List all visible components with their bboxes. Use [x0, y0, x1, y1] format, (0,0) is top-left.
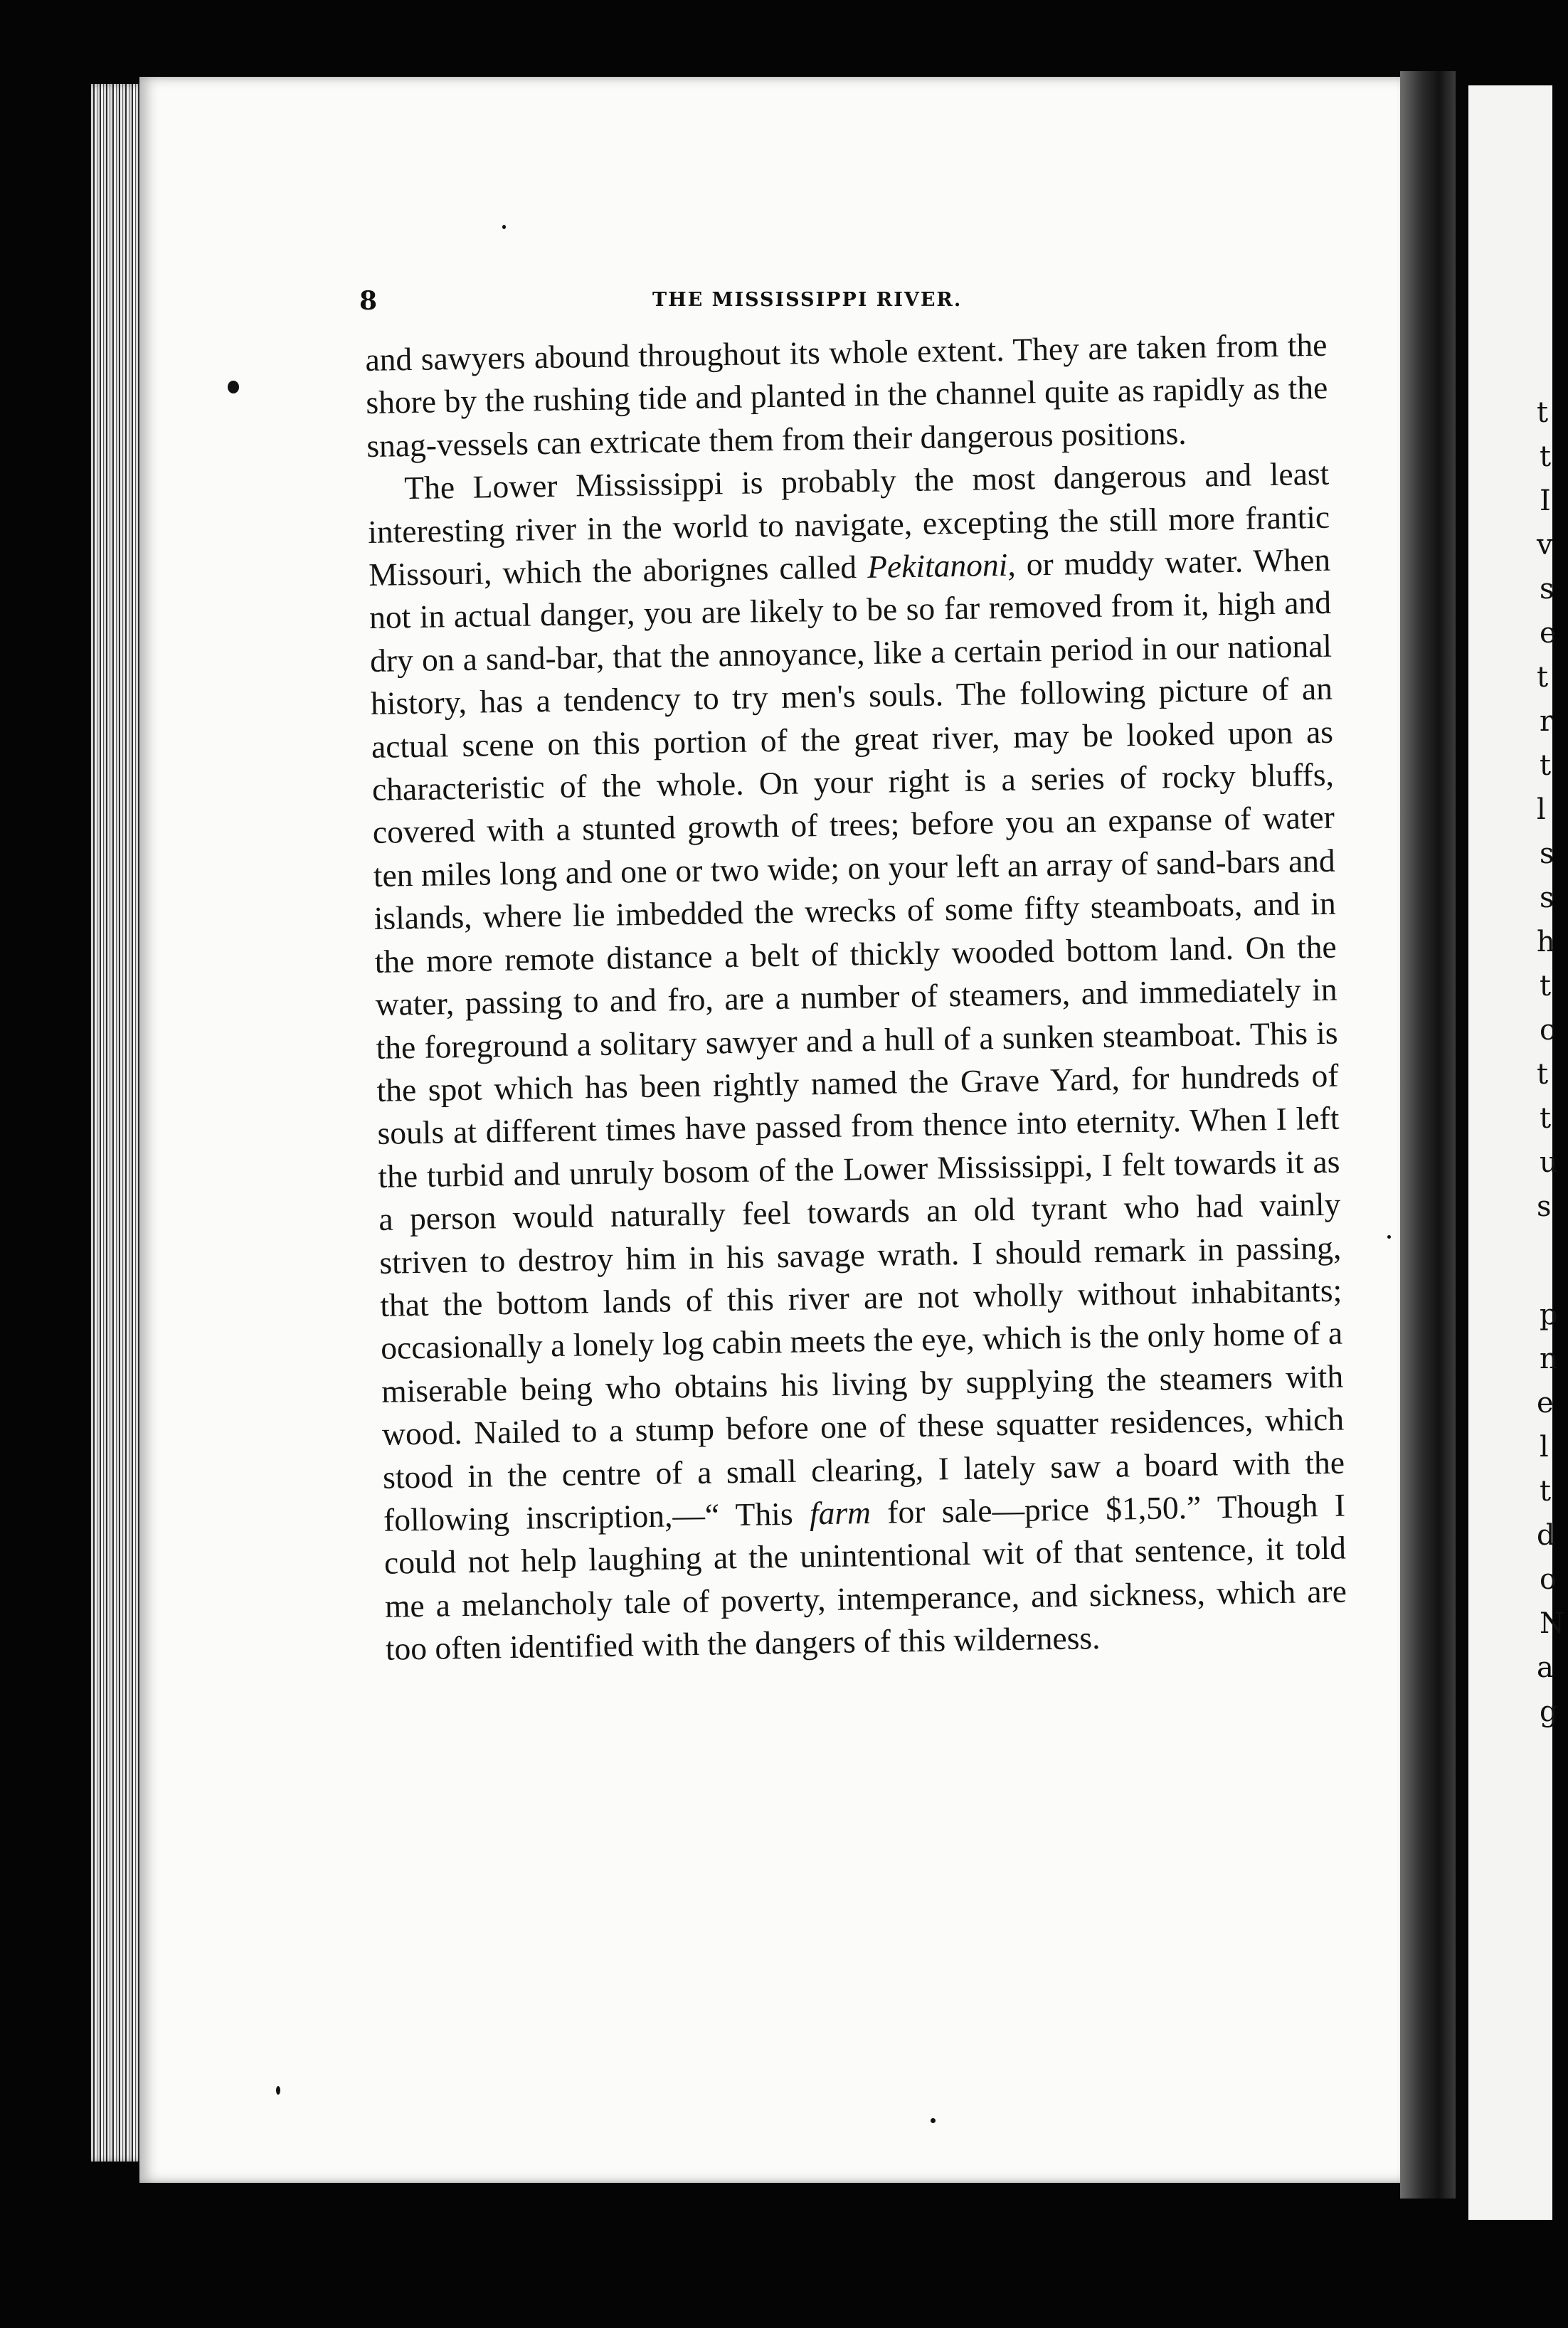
- page-header: [359, 286, 1327, 322]
- italic-word: Pekitanoni,: [867, 546, 1017, 585]
- facing-page-letter: a: [1537, 1651, 1554, 1684]
- facing-page-letter: g: [1540, 1695, 1558, 1728]
- margin-ink-dot: [276, 2086, 280, 2095]
- facing-page-letter: s: [1540, 882, 1554, 914]
- paragraph: [367, 453, 1347, 1671]
- facing-page-letter: t: [1540, 1475, 1552, 1508]
- facing-page-letter: e: [1537, 1387, 1554, 1419]
- facing-page-letter: t: [1540, 440, 1552, 473]
- margin-ink-dot: [228, 381, 239, 393]
- margin-ink-dot: [502, 225, 506, 229]
- facing-page-letter: t: [1537, 661, 1549, 694]
- facing-page-letter: n: [1540, 1343, 1558, 1375]
- facing-page-letter: p: [1540, 1298, 1558, 1331]
- margin-ink-dot: [931, 2118, 936, 2123]
- paragraph-text: The Lower Mississippi is probably the most dangerous and least interesting river in the world to navigate, excepting the still more frantic Missouri, which the aborignes called: [367, 455, 1330, 593]
- paragraph-text: or muddy water. When not in actual danger, you are likely to be so far removed from it, high and dry on a sand-bar, that the annoyance, like a certain period in our national history, has a tendency to try men's souls. The following picture of an actual scene on this portion of the great river, may be looked upon as characteristic of the whole. On your right is a series of rocky bluffs, covered with a stunted growth of trees; before you an expanse of water ten miles long and one or two wide; on your left an array of sand-bars and islands, where lie imbedded the wrecks of some fifty steamboats, and in the more remote distance a belt of thickly wooded bottom land. On the water, passing to and fro, are a number of steamers, and immediately in the foreground a solitary sawyer and a hull of a sunken steamboat. This is the spot which has been rightly named the Grave Yard, for hundreds of souls at different times have passed from thence into eternity. When I left the turbid and unruly bosom of the Lower Mississippi, I felt towards it as a person would naturally feel towards an old tyrant who had vainly striven to destroy him in his savage wrath. I should remark in passing, that the bottom lands of this river are not wholly without inhabitants; occasionally a lonely log cabin meets the eye, which is the only home of a miserable being who obtains his living by supplying the steamers with wood. Nailed to a stump before one of these squatter residences, which stood in the centre of a small clearing, I lately saw a board with the following inscription,—“ This: [369, 541, 1345, 1538]
- italic-word: farm: [809, 1494, 872, 1532]
- facing-page-letter: e: [1540, 617, 1557, 650]
- facing-page-letter: t: [1537, 1058, 1549, 1091]
- facing-page-letter: l: [1537, 793, 1546, 826]
- paragraph: [365, 324, 1329, 467]
- facing-page-letter: N: [1540, 1607, 1564, 1640]
- facing-page-edge: [1468, 85, 1564, 2220]
- facing-page-letter: t: [1540, 970, 1552, 1002]
- facing-page-letter: c: [1540, 1014, 1556, 1047]
- facing-page-letter: s: [1540, 837, 1554, 870]
- page-number: 8: [359, 286, 378, 316]
- facing-page-letter: I: [1540, 485, 1551, 517]
- facing-page-letter: t: [1540, 1102, 1552, 1135]
- facing-page-letter: o: [1540, 1563, 1557, 1596]
- facing-page-letter: t: [1537, 396, 1549, 429]
- paragraph-text: and sawyers abound throughout its whole extent. They are taken from the shore by the rushing tide and planted in the channel quite as rapidly as the snag-vessels can extricate them from their dangerous positions.: [365, 326, 1328, 464]
- margin-ink-dot: [1387, 1235, 1391, 1239]
- facing-page-letter: u: [1540, 1146, 1558, 1179]
- running-head: THE MISSISSIPPI RIVER.: [652, 289, 963, 311]
- facing-page-letter: d: [1537, 1519, 1555, 1552]
- paragraph-text: for sale—price $1,50.” Though I could not help laughing at the unintentional wit of that sentence, it told me a melancholy tale of poverty, intemperance, and sickness, which are too often identified with the dangers of this wilderness.: [383, 1486, 1347, 1667]
- facing-page-letter: s: [1540, 573, 1554, 605]
- book-gutter: [1400, 71, 1456, 2199]
- facing-page-letter: t: [1540, 749, 1552, 782]
- facing-page-letter: l: [1540, 1431, 1549, 1464]
- facing-page-letter: h: [1537, 926, 1555, 958]
- body-text: [365, 324, 1347, 1671]
- facing-page-letter: s: [1537, 1190, 1552, 1223]
- facing-page-letter: v: [1537, 529, 1553, 561]
- facing-page-letter: r: [1540, 705, 1554, 738]
